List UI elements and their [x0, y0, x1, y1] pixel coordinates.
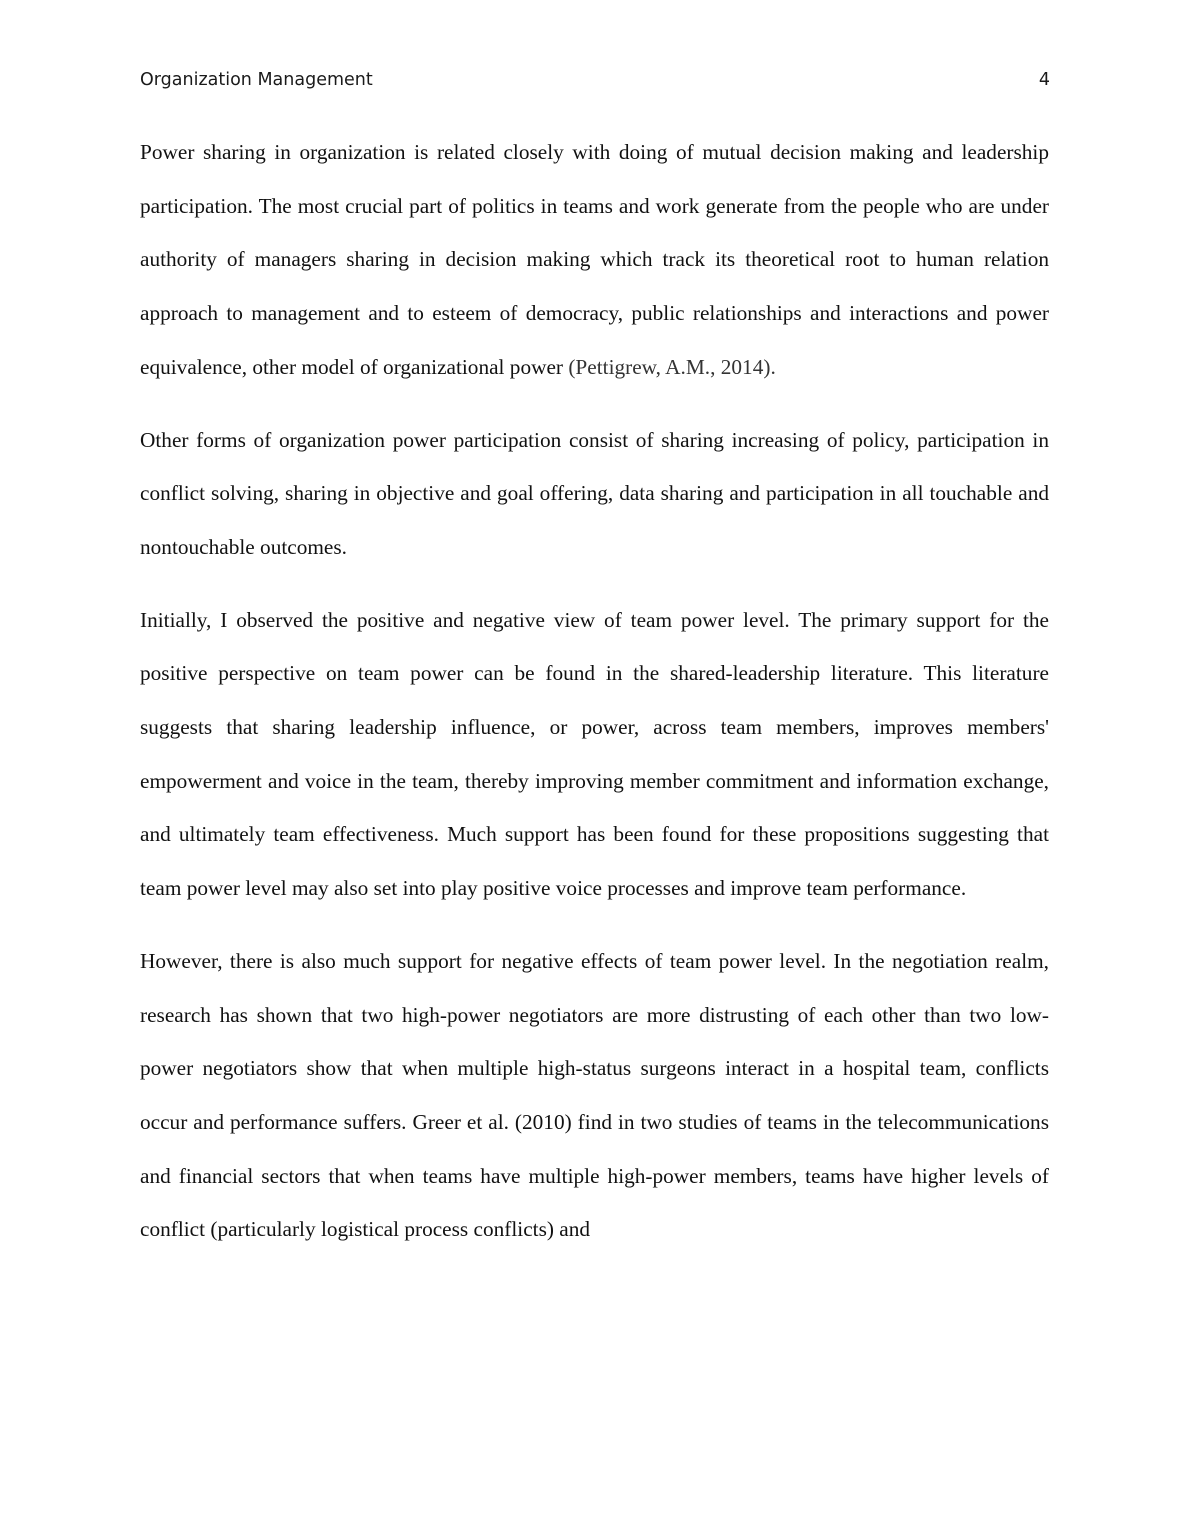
running-head-title: Organization Management [140, 70, 373, 90]
paragraph-3: Initially, I observed the positive and negative view of team power level. The primary support for the positive perspective on team power can be found in the shared-leadership literature. This literature suggests that sharing leadership influence, or power, across team members, improves members' empowerment and voice in the team, thereby improving member commitment and information exchange, and ultimately team effectiveness. Much support has been found for these propositions suggesting that team power level may also set into play positive voice processes and improve team performance. [140, 607, 1049, 901]
paragraph-2: Other forms of organization power participation consist of sharing increasing of policy, participation in conflict solving, sharing in objective and goal offering, data sharing and participation in all touchable and nontouchable outcomes. [140, 427, 1049, 559]
page-header [140, 70, 1050, 98]
paragraph-4: However, there is also much support for negative effects of team power level. In the negotiation realm, research has shown that two high-power negotiators are more distrusting of each other than two low-power negotiators show that when multiple high-status surgeons interact in a hospital team, conflicts occur and performance suffers. Greer et al. (2010) find in two studies of teams in the telecommunications and financial sectors that when teams have multiple high-power members, teams have higher levels of conflict (particularly logistical process conflicts) and [140, 948, 1049, 1242]
paragraph-1-text: Power sharing in organization is related closely with doing of mutual decision making and leadership participation. The most crucial part of politics in teams and work generate from the people who are under authority of managers sharing in decision making which track its theoretical root to human relation approach to management and to esteem of democracy, public relationships and interactions and power equivalence, other model of organizational power [140, 140, 1049, 379]
paragraph-1 [140, 126, 1049, 395]
document-body [140, 126, 1049, 1257]
page-number: 4 [1038, 70, 1050, 90]
citation: (Pettigrew, A.M., 2014). [568, 354, 776, 379]
